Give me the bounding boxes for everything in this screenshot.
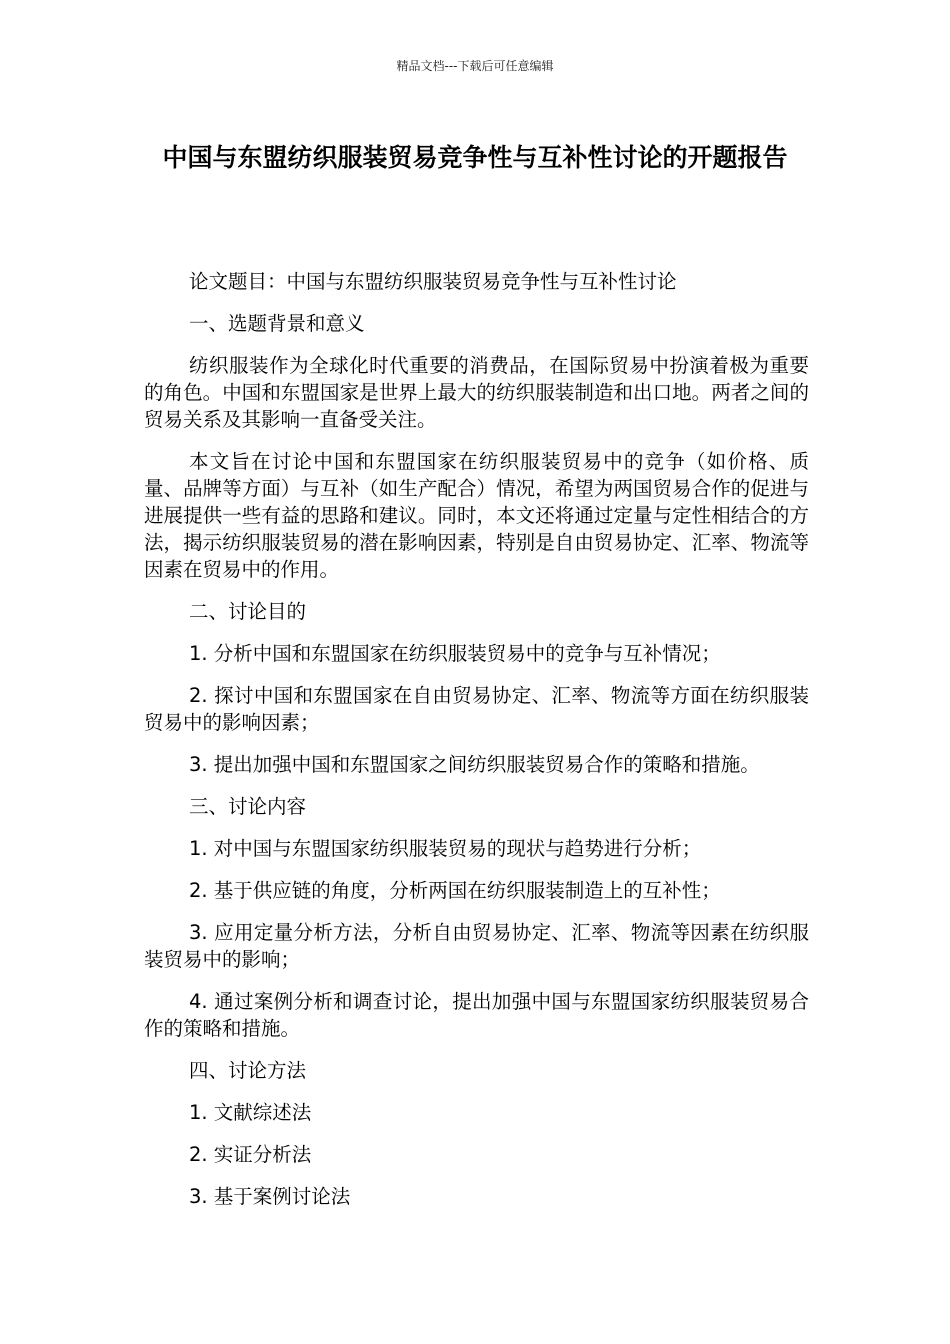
section-heading-purpose: 二、讨论目的 xyxy=(189,600,307,623)
list-item-content-3: 3. 应用定量分析方法，分析自由贸易协定、汇率、物流等因素在纺织服装贸易中的影响； xyxy=(144,921,809,971)
list-item-method-3: 3. 基于案例讨论法 xyxy=(189,1185,351,1208)
list-item-content-1: 1. 对中国与东盟国家纺织服装贸易的现状与趋势进行分析； xyxy=(189,837,702,860)
list-item-purpose-3: 3. 提出加强中国和东盟国家之间纺织服装贸易合作的策略和措施。 xyxy=(189,753,760,776)
list-item-content-2: 2. 基于供应链的角度，分析两国在纺织服装制造上的互补性； xyxy=(189,879,721,902)
section-heading-method: 四、讨论方法 xyxy=(189,1059,307,1082)
list-item-method-1: 1. 文献综述法 xyxy=(189,1101,312,1124)
paragraph-background-2: 本文旨在讨论中国和东盟国家在纺织服装贸易中的竞争（如价格、质量、品牌等方面）与互补（如生产配合）情况，希望为两国贸易合作的促进与进展提供一些有益的思路和建议。同时，本文还将通过定量与定性相结合的方法，揭示纺织服装贸易的潜在影响因素，特别是自由贸易协定、汇率、物流等因素在贸易中的作用。 xyxy=(144,450,809,581)
section-heading-background: 一、选题背景和意义 xyxy=(189,312,365,335)
list-item-purpose-2: 2. 探讨中国和东盟国家在自由贸易协定、汇率、物流等方面在纺织服装贸易中的影响因素； xyxy=(144,684,809,734)
list-item-method-2: 2. 实证分析法 xyxy=(189,1143,312,1166)
list-item-content-4: 4. 通过案例分析和调查讨论，提出加强中国与东盟国家纺织服装贸易合作的策略和措施。 xyxy=(144,990,809,1040)
document-body xyxy=(144,268,809,1225)
paragraph-background-1: 纺织服装作为全球化时代重要的消费品，在国际贸易中扮演着极为重要的角色。中国和东盟国家是世界上最大的纺织服装制造和出口地。两者之间的贸易关系及其影响一直备受关注。 xyxy=(144,354,809,431)
header-note: 精品文档---下载后可任意编辑 xyxy=(396,59,554,73)
list-item-purpose-1: 1. 分析中国和东盟国家在纺织服装贸易中的竞争与互补情况； xyxy=(189,642,721,665)
section-heading-content: 三、讨论内容 xyxy=(189,795,307,818)
paper-topic-line: 论文题目：中国与东盟纺织服装贸易竞争性与互补性讨论 xyxy=(189,270,677,293)
document-title: 中国与东盟纺织服装贸易竞争性与互补性讨论的开题报告 xyxy=(162,143,788,172)
